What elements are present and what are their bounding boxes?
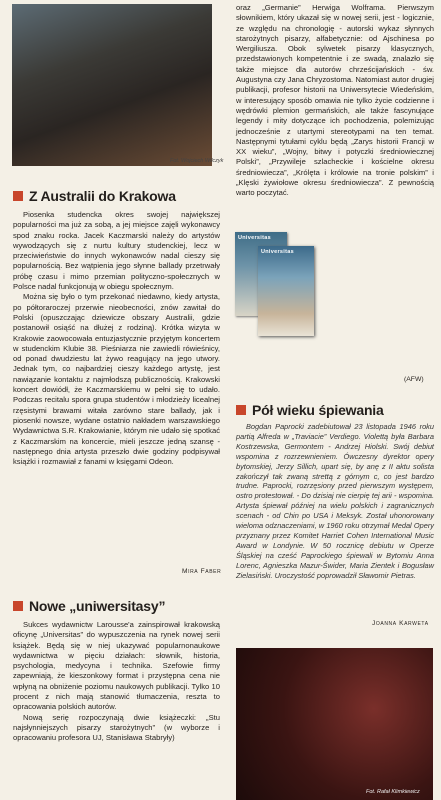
top-photo-caption: Fot. Wojciech Wilczyk xyxy=(170,158,224,164)
paragraph: Można się było o tym przekonać niedawno, kiedy artysta, po półtoraroczej przerwie nieobecności, znów zawitał do Polski (opuszczając dziewicze obszary Australii, gdzie postanowił osiąść na dłużej z rodziną). Krótka wizyta w Krakowie zaowocowała entuzjastycznie przyjętym koncertem w studenckim Klubie 38. Pieśniarza nie zawiedli rówieśnicy, od ponad dwudziestu lat żywo reagujący na jego utwory. Jednak tym, co najbardziej cieszy każdego artystę, jest nawiązanie kontaktu z najmłodszą publicznością. Krakowski koncert dowiódł, że Kaczmarskiemu w pełni się to udało. Podczas recitalu spora grupa studentów i młodzieży licealnej rzęsistymi brawami witała zarówno stare ballady, jak i piosenki nowsze, wydane ostatnio nakładem warszawskiego Wydawnictwa S.R. Krakowianie, którym nie udało się spotkać z Kaczmarskim na koncercie, mieli jeszcze jedną szansę - następnego dnia artysta przeszło dwie godziny podpisywał książki i rozmawiał z fanami w księgarni Odeon. xyxy=(13,292,220,467)
paragraph: Bogdan Paprocki zadebiutował 23 listopada 1946 roku partią Alfreda w „Traviacie” Verdiego. Violettą była Barbara Kostrzewska, Germontem - Andrzej Hiolski. Swój debiut wspomina z rozrzewnieniem. Ówczesny dyrektor opery bytomskiej, Jerzy Sillich, upart się, by anę z II aktu solista zakończył tak zwaną strettą z górnym c, co jest bardzo trudne. Paprocki, rozrzęsiony przed pierwszym występem, ostro protestował. - Do dzisiaj nie cierpię tej arii - wspomina. Artysta śpiewał później na wielu polskich i zagranicznych scenach - od Chin po USA i Meksyk. Został uhonorowany wieloma odznaczeniami, w 1960 roku otrzymał Medal Opery przyznany przez Komitet Harriet Cohen International Music Award w Londynie. W 50 rocznicę debiutu w Operze Śląskiej na cześć Paprockiego śpiewali w Bytomiu Anna Lorenc, Agnieszka Mazur-Świder, Maria Zientek i Bogusław Zielasiński. Uroczystość poprowadził Sławomir Pietras. xyxy=(236,422,434,580)
book-title: Universitas xyxy=(238,235,271,241)
bullet-square-icon xyxy=(236,405,246,415)
section-heading-pol-wieku xyxy=(236,402,384,418)
paragraph: Sukces wydawnictw Larousse'a zainspirował krakowską oficynę „Universitas” do wypuszczenia na rynek nowej serii książek. Będą się w niej ukazywać popularnonaukowe wydawnictwa w pięciu działach: słownik, historia, psychologia, medycyna i technika. Szefowie firmy zapewniają, że kieszonkowy format i przystępna cena nie wpłyną na obniżenie poziomu naukowych publikacji. Tylko 10 procent z nich mają stanowić tłumaczenia, reszta to opracowania polskich autorów. xyxy=(13,620,220,712)
section-title: Nowe „uniwersitasy” xyxy=(29,598,166,614)
right-continuation xyxy=(236,3,434,199)
signoff: (AFW) xyxy=(404,376,424,383)
book-title: Universitas xyxy=(261,249,294,255)
book-cover xyxy=(258,246,314,336)
section-heading-australia xyxy=(13,188,176,204)
section3-body xyxy=(236,422,434,581)
section2-body xyxy=(13,620,220,744)
paragraph: Piosenka studencka okres swojej największej popularności ma już za sobą, a jej miejsce zajęli wykonawcy spod znaku rocka. Jacek Kaczmarski należy do artystów wywodzących się z nurtu kultury studenckiej, lecz w przeciwieństwie do innych wykonawców nadal cieszy się popularnością. Bez wątpienia jego słynne ballady przetrwały próbę czasu i mimo przemian polityczno-społecznych w Polsce nadal funkcjonują w obiegu społecznym. xyxy=(13,210,220,292)
bullet-square-icon xyxy=(13,191,23,201)
section-title: Pół wieku śpiewania xyxy=(252,402,384,418)
section-title: Z Australii do Krakowa xyxy=(29,188,176,204)
paragraph: oraz „Germanie” Herwiga Wolframa. Pierwszym słownikiem, który ukazał się w nowej serii, jest - logicznie, ze względu na chronologię - autorski wykaz słynnych starożytnych pisarzy, alfabetycznie: od Ajschinesa po Wergiliusza. Obok sylwetek pisarzy klasycznych, przedstawionych kompetentnie i ze swadą, znalazło się także miejsce dla autorów chrześcijańskich - św. Augustyna czy Jana Chryzostoma. Natomiast autor drugiej publikacji, profesor historii na Uniwersytecie Wiedeńskim, w interesujący sposób omawia nie tylko życie codzienne i wędrówki plemion germańskich, ale także fascynujące legendy i mity dotyczące ich pochodzenia, polemizując jednocześnie z utartymi stereotypami na ten temat. Następnymi tytułami cyklu będą „Zarys historii Francji w XX wieku”, „Wojny, bitwy i potyczki średniowiecznej Polski”, „Przywileje szlacheckie i kościelne okresu średniowiecza”, „Królęta i królowie na tronie polskim” i „Klęski żywiołowe okresu średniowiecza”. Z pewnością warto poczytać. xyxy=(236,3,434,198)
bullet-square-icon xyxy=(13,601,23,611)
author-signature: Joanna Karweta xyxy=(372,620,429,627)
author-signature: Mira Faber xyxy=(182,568,222,575)
paragraph: Nową serię rozpoczynają dwie książeczki: „Stu najsłynniejszych pisarzy starożytnych” (w wyborze i opracowaniu profesora UJ, Stanisława Stabryły) xyxy=(13,712,220,743)
bottom-photo xyxy=(236,648,433,800)
bottom-photo-caption: Fot. Rafał Klimkiewicz xyxy=(366,789,420,795)
top-photo xyxy=(12,4,212,166)
section-heading-uniwersitasy xyxy=(13,598,165,614)
section1-body xyxy=(13,210,220,467)
